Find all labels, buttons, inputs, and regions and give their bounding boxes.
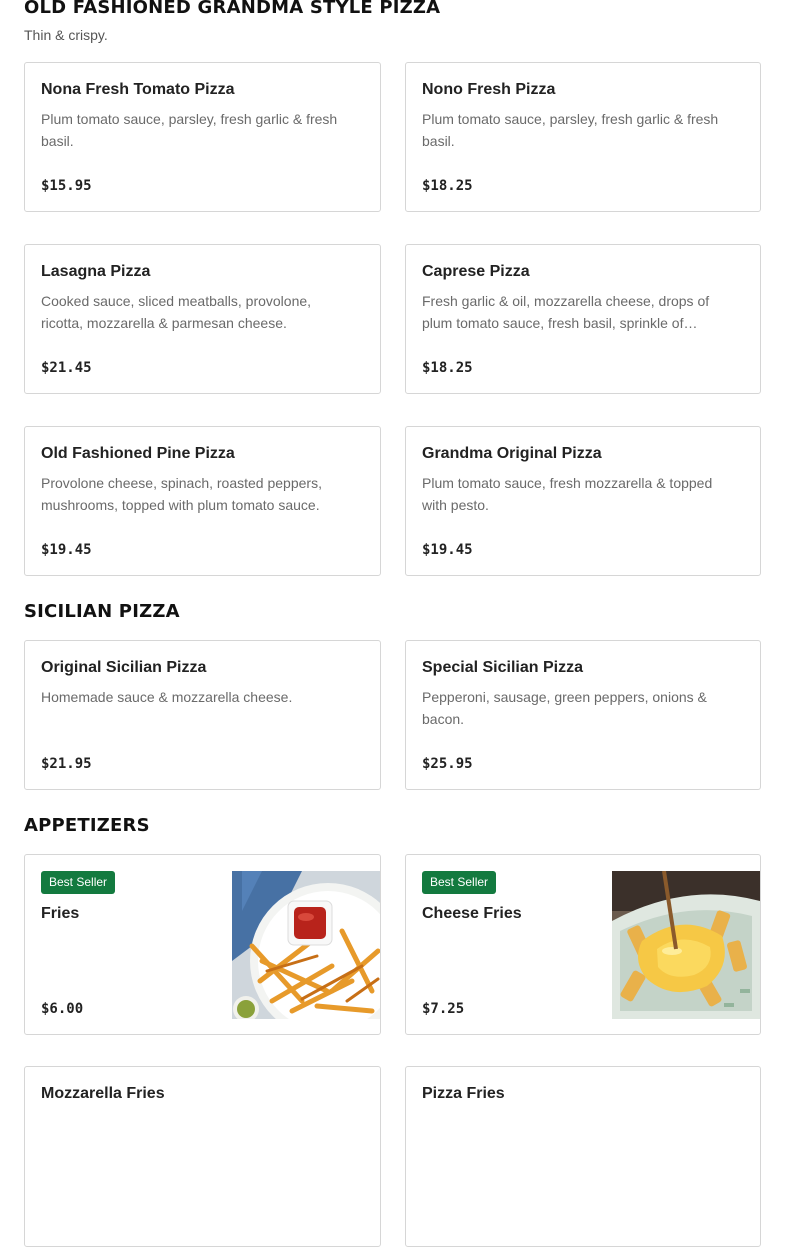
menu-item-card[interactable] — [405, 244, 761, 394]
menu-item-card[interactable] — [24, 62, 381, 212]
section-title-appetizers: APPETIZERS — [24, 815, 150, 836]
item-description: Plum tomato sauce, parsley, fresh garlic & fresh basil. — [422, 111, 719, 149]
menu-item-card[interactable] — [405, 854, 761, 1035]
section-title-grandma-pizza: OLD FASHIONED GRANDMA STYLE PIZZA — [24, 0, 441, 18]
item-description: Plum tomato sauce, parsley, fresh garlic & fresh basil. — [41, 111, 338, 149]
cheese-fries-photo — [612, 871, 760, 1019]
item-name: Old Fashioned Pine Pizza — [41, 445, 235, 462]
item-name: Fries — [41, 905, 80, 922]
item-name: Cheese Fries — [422, 905, 522, 922]
item-name: Grandma Original Pizza — [422, 445, 602, 462]
item-description: Pepperoni, sausage, green peppers, onions & bacon. — [422, 689, 707, 727]
menu-item-card[interactable] — [24, 244, 381, 394]
item-name: Caprese Pizza — [422, 263, 530, 280]
section-subtitle: Thin & crispy. — [24, 27, 108, 43]
item-price: $18.25 — [422, 178, 473, 194]
item-price: $25.95 — [422, 756, 473, 772]
item-price: $19.45 — [41, 542, 92, 558]
item-name: Mozzarella Fries — [41, 1085, 165, 1102]
item-name: Pizza Fries — [422, 1085, 505, 1102]
menu-item-card[interactable] — [24, 1066, 381, 1247]
item-name: Original Sicilian Pizza — [41, 659, 207, 676]
item-price: $21.45 — [41, 360, 92, 376]
item-description: Homemade sauce & mozzarella cheese. — [41, 689, 293, 705]
item-price: $7.25 — [422, 1001, 465, 1017]
item-name: Nono Fresh Pizza — [422, 81, 556, 98]
item-name: Lasagna Pizza — [41, 263, 151, 280]
best-seller-badge: Best Seller — [422, 871, 496, 894]
item-price: $19.45 — [422, 542, 473, 558]
item-price: $15.95 — [41, 178, 92, 194]
menu-item-card[interactable] — [24, 426, 381, 576]
item-price: $6.00 — [41, 1001, 84, 1017]
item-price: $21.95 — [41, 756, 92, 772]
best-seller-badge: Best Seller — [41, 871, 115, 894]
item-name: Nona Fresh Tomato Pizza — [41, 81, 235, 98]
item-price: $18.25 — [422, 360, 473, 376]
item-description: Provolone cheese, spinach, roasted peppers, mushrooms, topped with plum tomato sauce. — [41, 475, 322, 513]
menu-item-card[interactable] — [24, 640, 381, 790]
item-description: Plum tomato sauce, fresh mozzarella & topped with pesto. — [422, 475, 713, 513]
menu-item-card[interactable] — [405, 640, 761, 790]
menu-item-card[interactable] — [405, 426, 761, 576]
menu-item-card[interactable] — [24, 854, 381, 1035]
menu-item-card[interactable] — [405, 62, 761, 212]
item-description: Cooked sauce, sliced meatballs, provolone, ricotta, mozzarella & parmesan cheese. — [41, 293, 312, 331]
fries-with-ketchup-photo — [232, 871, 380, 1019]
item-name: Special Sicilian Pizza — [422, 659, 583, 676]
item-description: Fresh garlic & oil, mozzarella cheese, drops of plum tomato sauce, fresh basil, sprinkle of… — [422, 293, 710, 331]
menu-item-card[interactable] — [405, 1066, 761, 1247]
section-title-sicilian-pizza: SICILIAN PIZZA — [24, 601, 180, 622]
